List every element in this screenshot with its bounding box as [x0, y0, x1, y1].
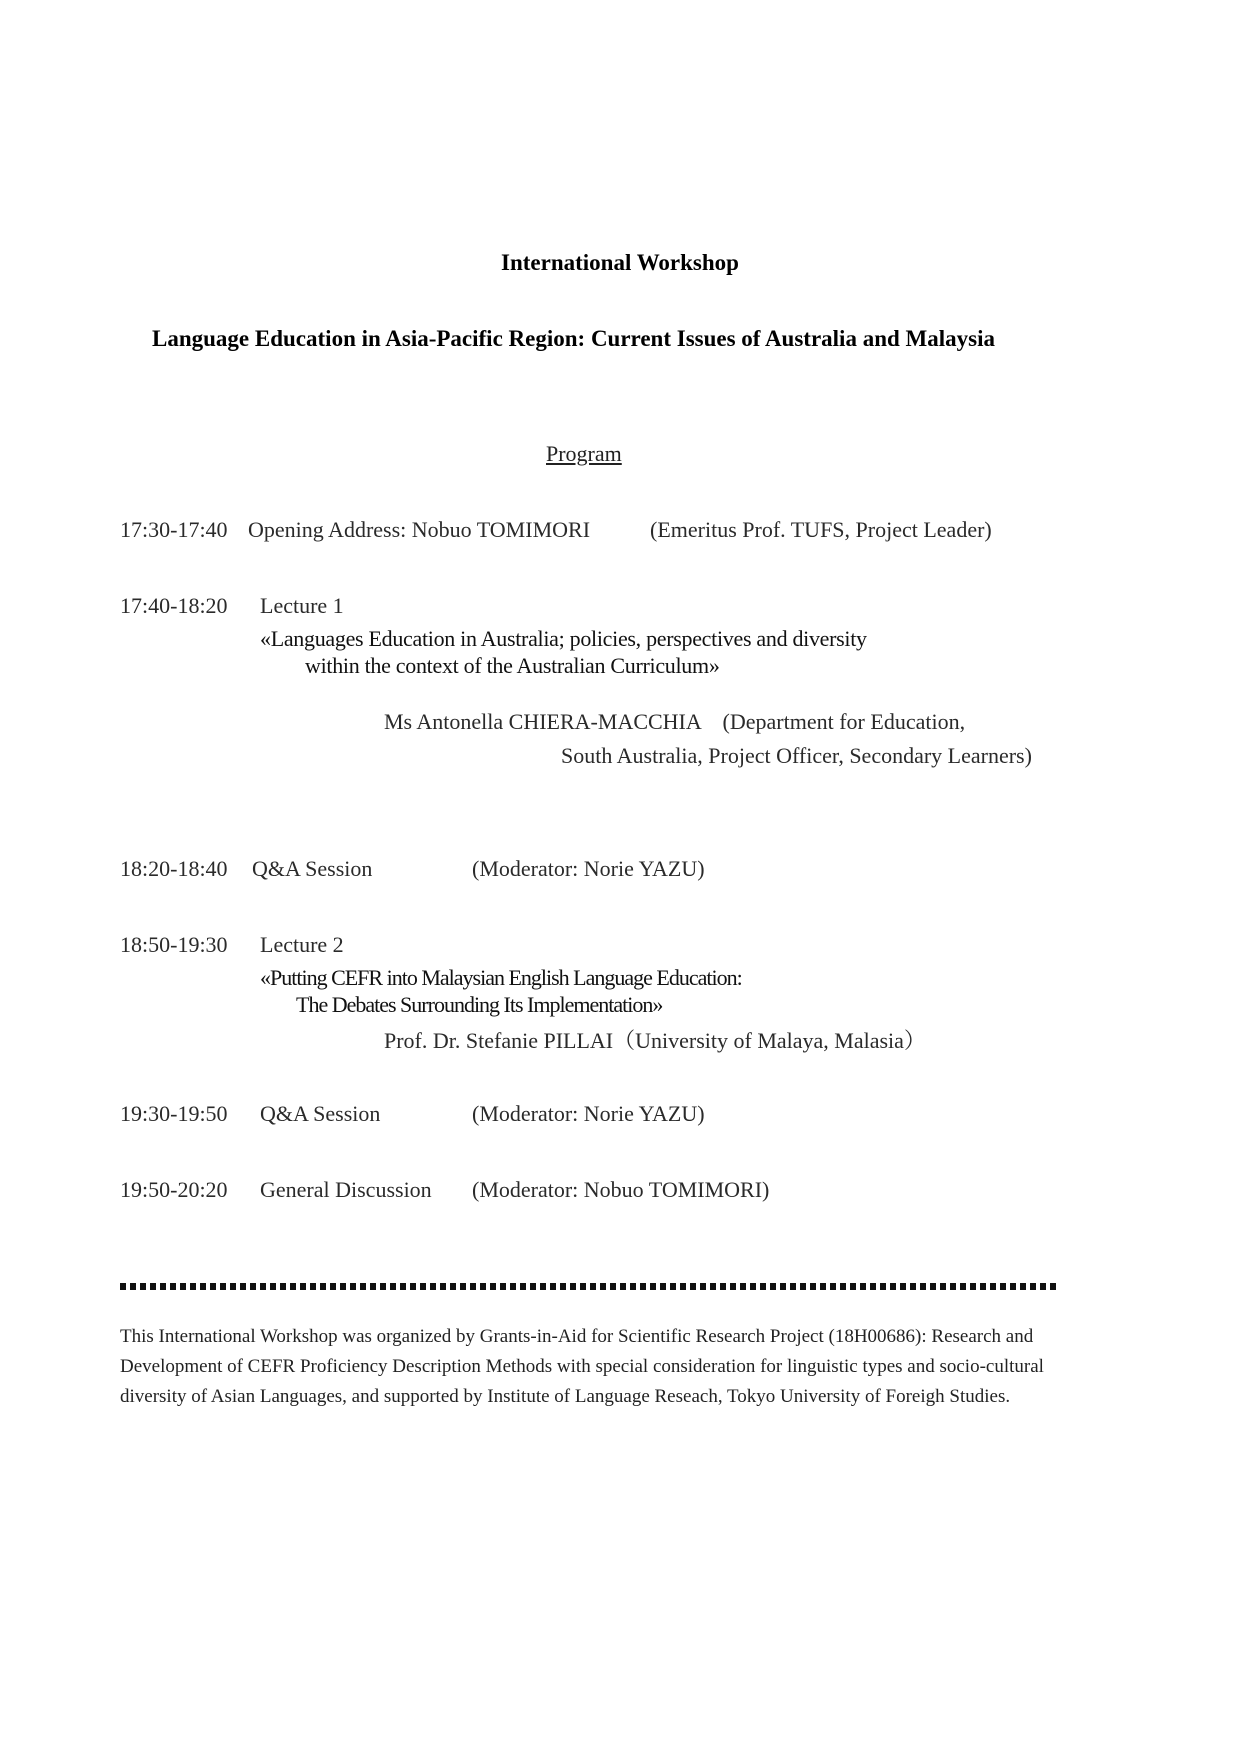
lecture-speaker-line: South Australia, Project Officer, Secondary Learners) — [561, 743, 1032, 768]
sponsorship-note: This International Workshop was organized by Grants-in-Aid for Scientific Research Project (18H00686): Research and Development of CEFR Proficiency Description Methods with special consideration for linguistic types and socio-cultural diversity of Asian Languages, and supported by Institute of Language Reseach, Tokyo University of Foreigh Studies. — [120, 1326, 1044, 1407]
schedule-time: 17:30-17:40 — [120, 517, 228, 542]
schedule-item: General Discussion — [260, 1177, 432, 1202]
schedule-item: Opening Address: Nobuo TOMIMORI — [248, 517, 591, 542]
schedule-note: (Emeritus Prof. TUFS, Project Leader) — [650, 517, 992, 542]
lecture-title-line: «Putting CEFR into Malaysian English Language Education: — [260, 965, 742, 990]
schedule-item: Lecture 2 — [260, 932, 344, 957]
schedule-time: 19:50-20:20 — [120, 1177, 228, 1202]
lecture-speaker-line: Prof. Dr. Stefanie PILLAI（University of Malaya, Malasia） — [384, 1028, 926, 1053]
schedule-note: (Moderator: Norie YAZU) — [472, 1101, 705, 1126]
lecture-speaker-line: Ms Antonella CHIERA-MACCHIA (Department for Education, — [384, 709, 966, 734]
schedule-note: (Moderator: Nobuo TOMIMORI) — [472, 1177, 770, 1202]
schedule-time: 18:20-18:40 — [120, 856, 228, 881]
workshop-title: International Workshop — [501, 250, 739, 275]
schedule-item: Q&A Session — [260, 1101, 381, 1126]
program-heading: Program — [546, 441, 622, 466]
schedule-time: 19:30-19:50 — [120, 1101, 228, 1126]
workshop-subtitle: Language Education in Asia-Pacific Region: Current Issues of Australia and Malaysia — [152, 326, 995, 351]
schedule-note: (Moderator: Norie YAZU) — [472, 856, 705, 881]
schedule-item: Q&A Session — [252, 856, 373, 881]
lecture-title-line: The Debates Surrounding Its Implementation» — [296, 992, 663, 1017]
lecture-title-line: within the context of the Australian Curriculum» — [305, 653, 720, 678]
lecture-title-line: «Languages Education in Australia; policies, perspectives and diversity — [260, 626, 867, 651]
schedule-time: 18:50-19:30 — [120, 932, 228, 957]
schedule-item: Lecture 1 — [260, 593, 344, 618]
dotted-divider — [120, 1283, 1060, 1290]
schedule-time: 17:40-18:20 — [120, 593, 228, 618]
